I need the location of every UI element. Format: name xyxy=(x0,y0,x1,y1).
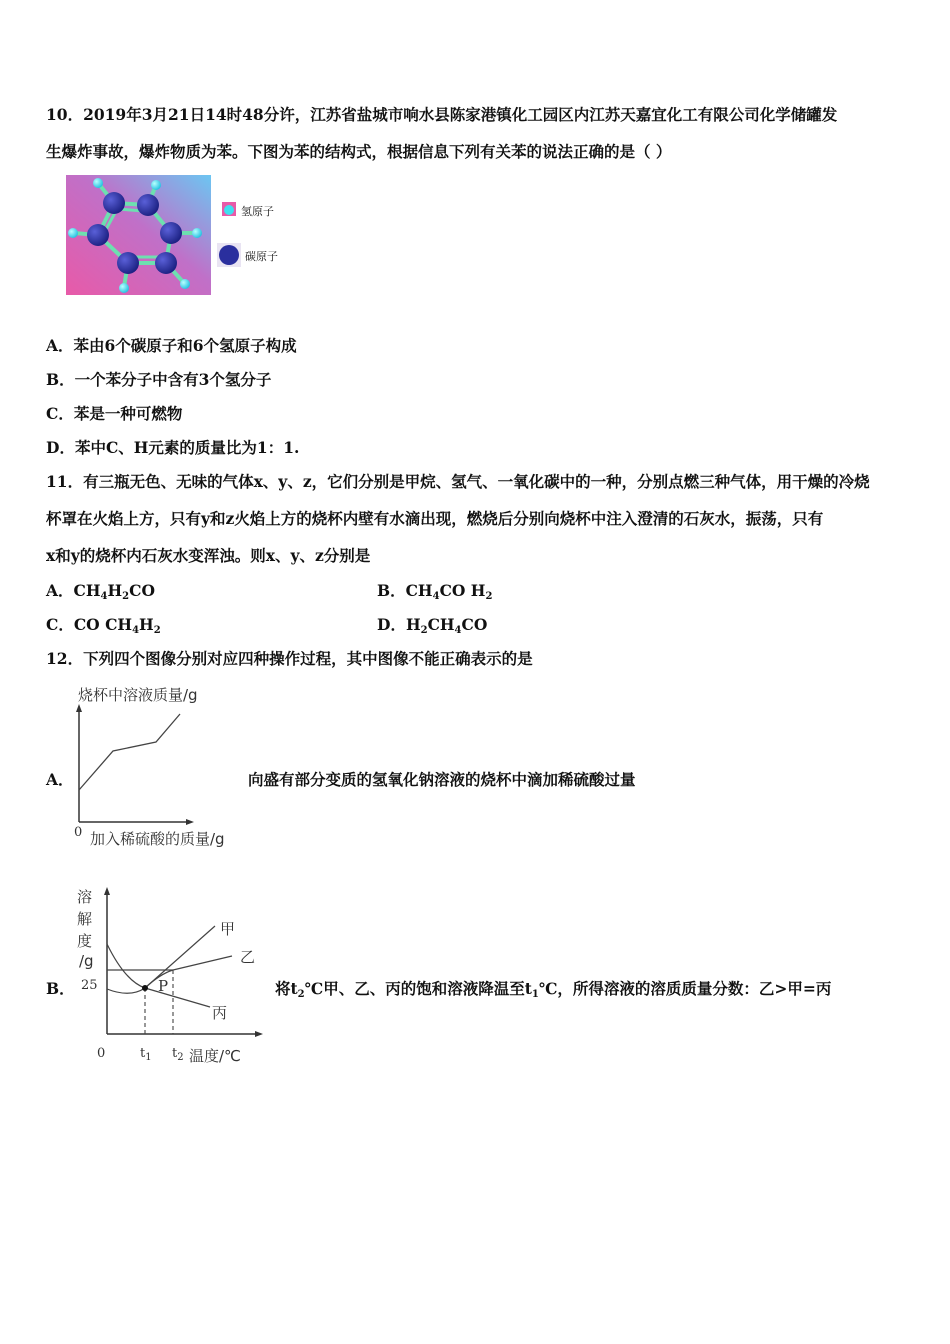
chart-a-line xyxy=(79,714,180,790)
legend-carbon-label: 碳原子 xyxy=(245,250,278,263)
chart-a-xlabel: 加入稀硫酸的质量/g xyxy=(90,830,225,848)
chart-b-series-label-yi: 乙 xyxy=(240,948,256,966)
chart-a-origin: 0 xyxy=(74,825,83,840)
chart-b-point-p xyxy=(142,985,148,991)
chart-a xyxy=(66,704,196,828)
q12-option-a-desc: 向盛有部分变质的氢氧化钠溶液的烧杯中滴加稀硫酸过量 xyxy=(248,770,636,789)
chart-b-ylabel-2: 解 xyxy=(77,910,93,928)
benzene-figure xyxy=(66,175,211,295)
q11-line-3: x和y的烧杯内石灰水变浑浊。则x、y、z分别是 xyxy=(46,546,371,565)
q11-option-a: A．$CH_4H_2CO$ xyxy=(46,581,155,602)
chart-a-y-arrow xyxy=(76,704,82,712)
q10-option-a: A．苯由6个碳原子和6个氢原子构成 xyxy=(46,336,297,355)
chart-b-point-label: P xyxy=(158,977,169,995)
q10-line-1: 10．2019年3月21日14时48分许，江苏省盐城市响水县陈家港镇化工园区内江苏天嘉宜化工有限公司化学储罐发 xyxy=(46,105,838,124)
chart-b-series-yi-b xyxy=(173,956,232,970)
q10-option-d: D．苯中C、H元素的质量比为1：1. xyxy=(46,438,300,457)
chart-b-y25: 25 xyxy=(81,978,98,993)
legend-hydrogen-swatch xyxy=(222,202,236,216)
chart-b-series-label-bing: 丙 xyxy=(212,1004,228,1022)
chart-b-series-bing xyxy=(145,988,210,1007)
q11-line-2: 杯罩在火焰上方，只有y和z火焰上方的烧杯内壁有水滴出现，燃烧后分别向烧杯中注入澄清的石灰水，振荡，只有 xyxy=(46,509,824,528)
q12-option-b-label: B． xyxy=(46,979,75,998)
chart-b-xlabel: 温度/℃ xyxy=(189,1047,241,1065)
benzene-structure-image xyxy=(66,175,211,295)
chart-b-t2: $t_2$ xyxy=(172,1046,184,1063)
chart-a-ylabel: 烧杯中溶液质量/g xyxy=(78,686,198,704)
q11-option-d: D．$H_2CH_4CO$ xyxy=(377,615,488,636)
hydrogen-atom-icon xyxy=(222,203,236,217)
legend-carbon-swatch xyxy=(217,243,241,267)
chart-b-origin: 0 xyxy=(97,1046,106,1061)
chart-b-t1: $t_1$ xyxy=(140,1046,152,1063)
chart-b-series-label-jia: 甲 xyxy=(220,920,236,938)
chart-b-series-yi-a xyxy=(107,944,145,988)
q12-option-a-label: A． xyxy=(46,770,74,789)
q10-line-2: 生爆炸事故，爆炸物质为苯。下图为苯的结构式，根据信息下列有关苯的说法正确的是（ ） xyxy=(46,142,672,161)
q11-option-b: B．$CH_4CO$ $H_2$ xyxy=(377,581,493,602)
q10-option-c: C．苯是一种可燃物 xyxy=(46,404,183,423)
q11-line-1: 11．有三瓶无色、无味的气体x、y、z，它们分别是甲烷、氢气、一氧化碳中的一种，分别点燃三种气体，用干燥的冷烧 xyxy=(46,472,870,491)
q10-option-b: B．一个苯分子中含有3个氢分子 xyxy=(46,370,272,389)
q12-line-1: 12．下列四个图像分别对应四种操作过程，其中图像不能正确表示的是 xyxy=(46,649,533,668)
carbon-atom-icon xyxy=(217,243,241,267)
chart-b-ylabel-1: 溶 xyxy=(77,888,93,906)
chart-b-y-arrow xyxy=(104,887,110,895)
chart-b-x-arrow xyxy=(255,1031,263,1037)
legend-hydrogen-label: 氢原子 xyxy=(241,205,274,218)
chart-a-x-arrow xyxy=(186,819,194,825)
q11-option-c: C．CO $CH_4H_2$ xyxy=(46,615,161,636)
chart-b-ylabel-3: 度 xyxy=(77,932,93,950)
q12-option-b-desc: 将$t_2℃$甲、乙、丙的饱和溶液降温至$t_1℃$，所得溶液的溶质质量分数：乙>甲=丙 xyxy=(275,979,832,1000)
chart-a-graph xyxy=(66,704,196,828)
chart-b-ylabel-4: /g xyxy=(79,952,94,970)
